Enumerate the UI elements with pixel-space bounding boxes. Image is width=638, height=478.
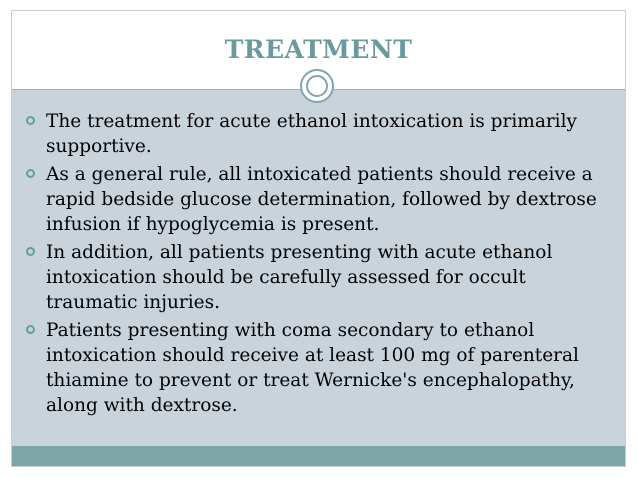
- bullet-circle-icon: [26, 247, 35, 256]
- bullet-text: Patients presenting with coma secondary to ethanol intoxication should receive at least 100 mg of parenteral thiamine to prevent or treat Wernicke's encephalopathy, along with dextrose.: [46, 320, 579, 416]
- bullet-circle-icon: [26, 169, 35, 178]
- bullet-text: As a general rule, all intoxicated patients should receive a rapid bedside glucose determination, followed by dextrose infusion if hypoglycemia is present.: [46, 164, 597, 235]
- bullet-circle-icon: [26, 325, 35, 334]
- bullet-item: [24, 109, 614, 159]
- bottom-bar: [12, 446, 625, 466]
- bullet-text: In addition, all patients presenting with acute ethanol intoxication should be carefully assessed for occult traumatic injuries.: [46, 242, 553, 313]
- bullet-item: [24, 318, 614, 418]
- slide-title: TREATMENT: [224, 35, 413, 64]
- bullet-text: The treatment for acute ethanol intoxication is primarily supportive.: [46, 111, 577, 157]
- bullet-item: [24, 240, 614, 315]
- bullet-item: [24, 162, 614, 237]
- decorative-inner-circle-icon: [306, 75, 328, 97]
- decorative-circle-icon: [300, 69, 334, 103]
- bullet-circle-icon: [26, 116, 35, 125]
- bullet-list: [24, 109, 614, 421]
